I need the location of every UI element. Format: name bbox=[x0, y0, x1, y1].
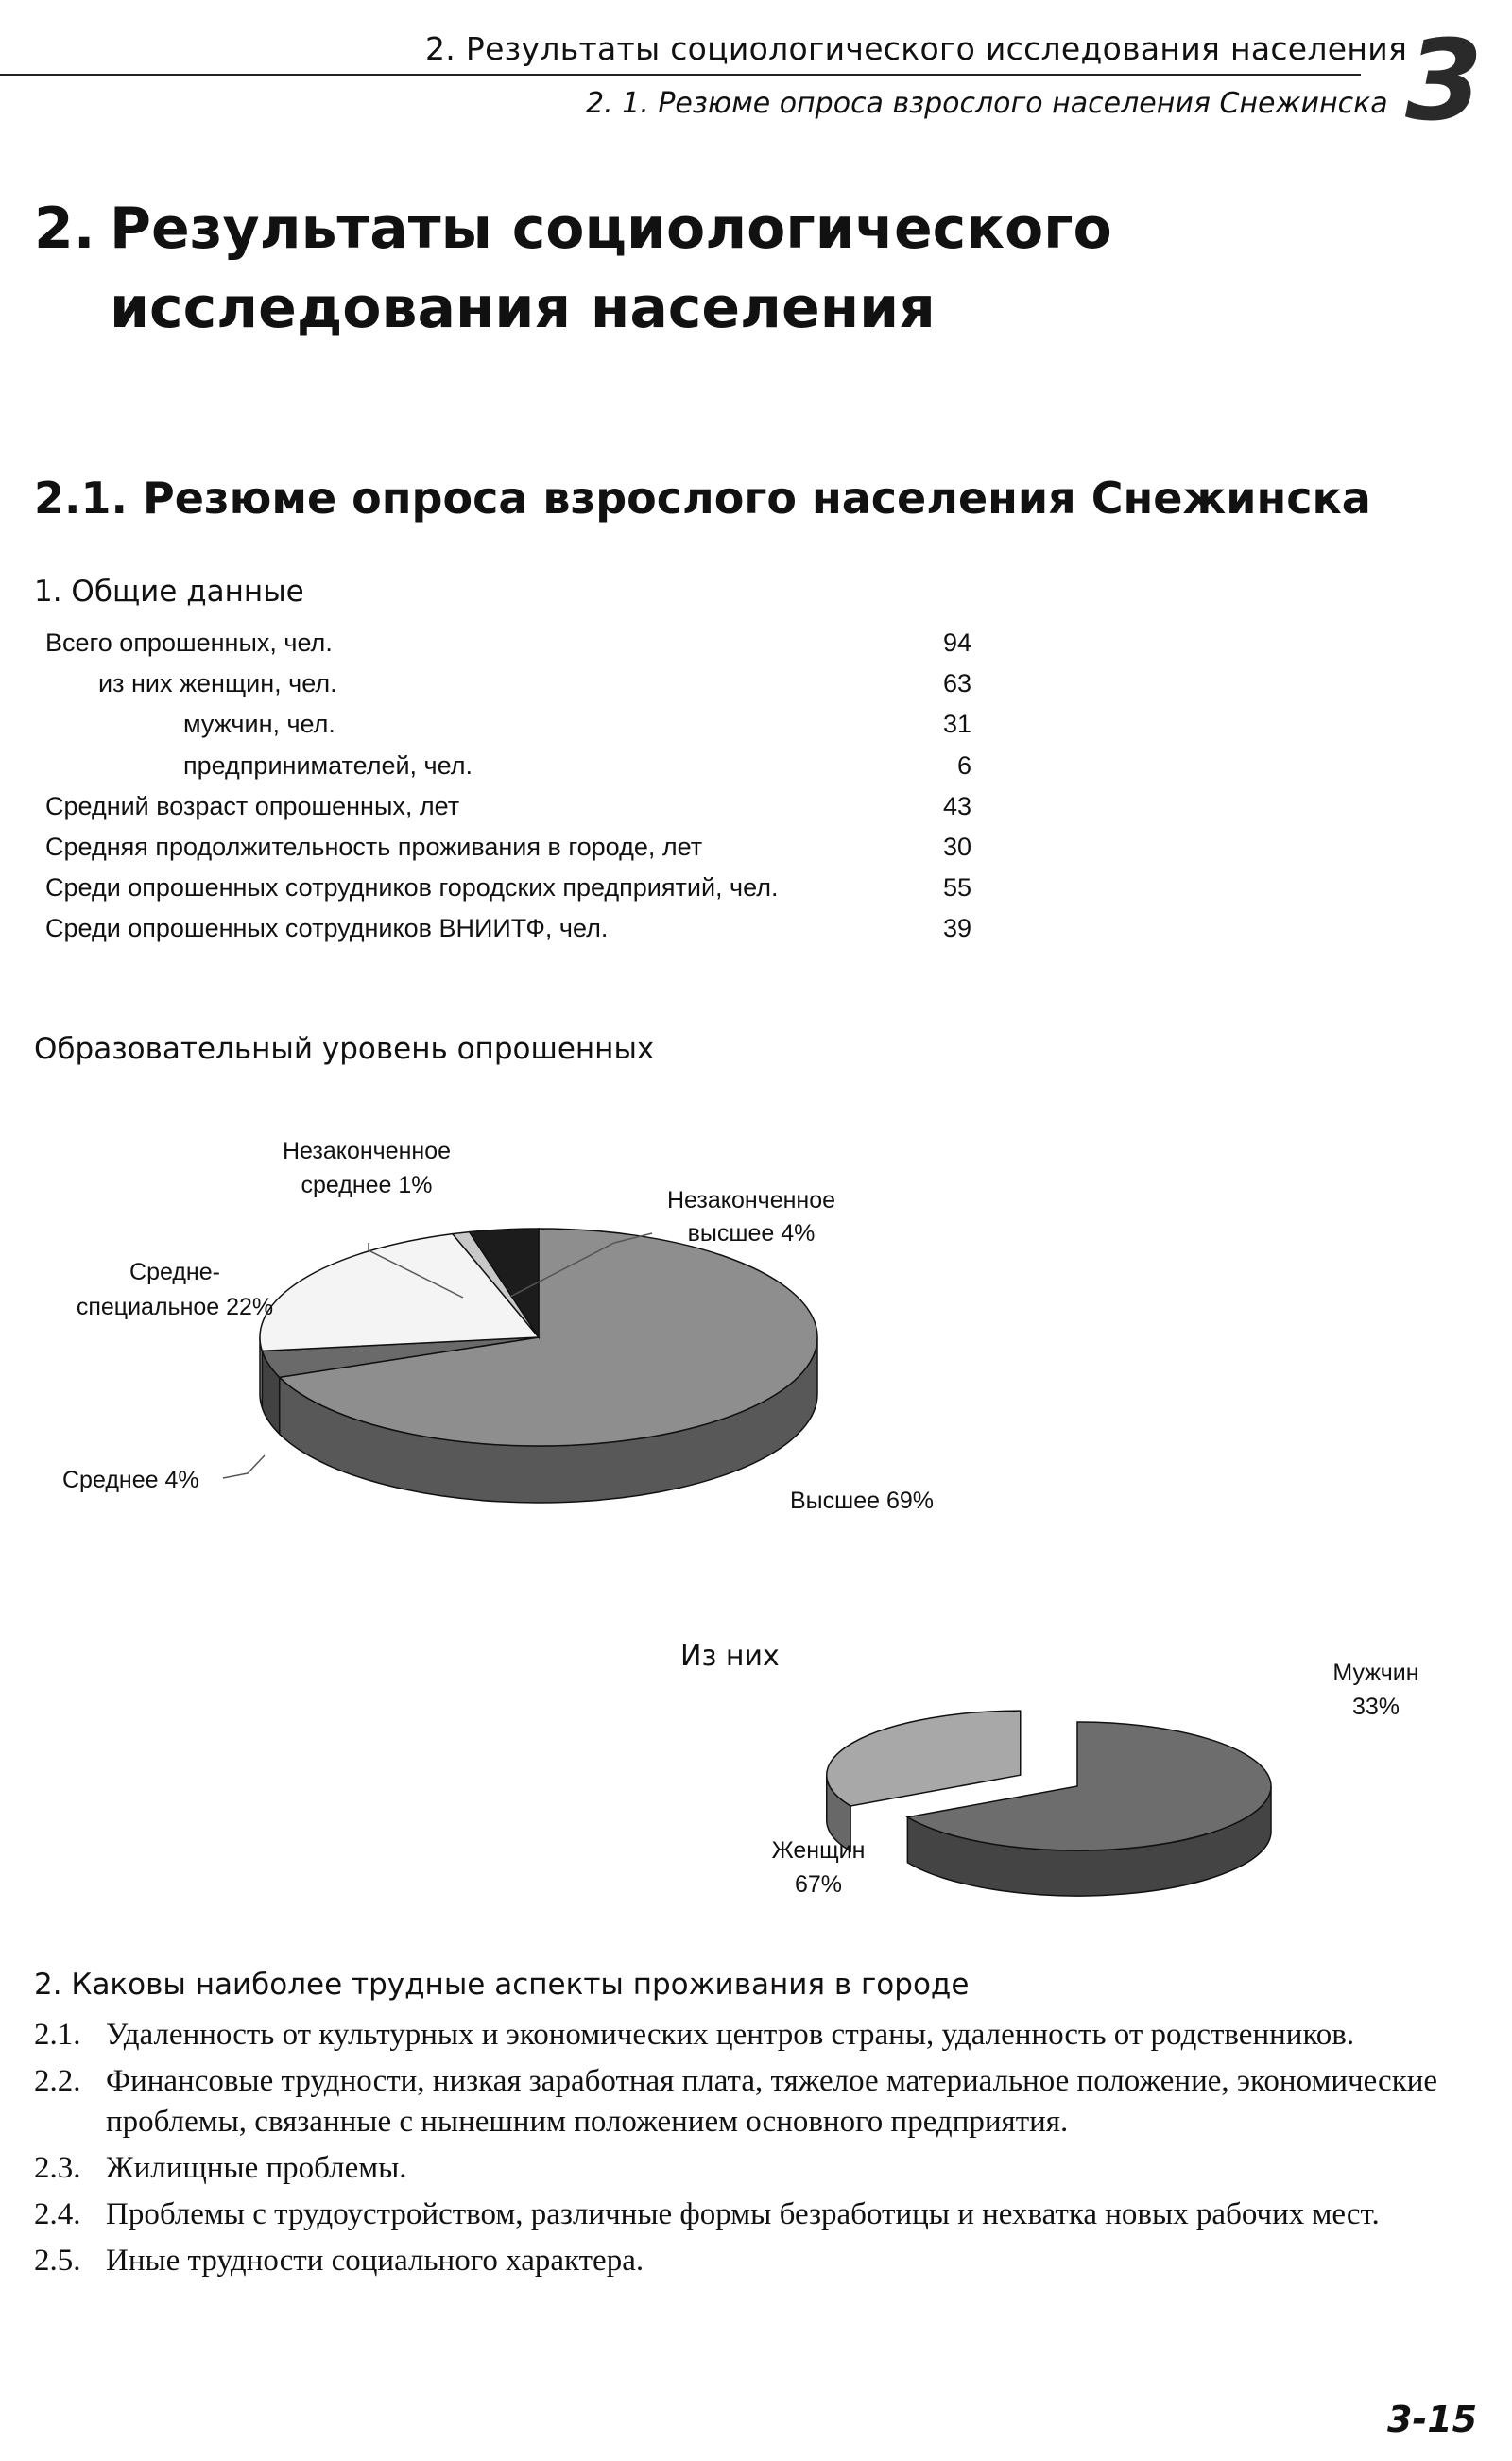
stat-label: Среди опрошенных сотрудников городских предприятий, чел. bbox=[45, 873, 779, 903]
chapter-number: 3 bbox=[1404, 26, 1484, 130]
label-men-1: Мужчин bbox=[1332, 1660, 1419, 1686]
stat-row bbox=[45, 710, 990, 750]
stat-label: Средний возраст опрошенных, лет bbox=[45, 791, 460, 820]
section-subtitle: 2.1. Резюме опроса взрослого населения Снежинска bbox=[34, 473, 1371, 524]
running-header-chapter: 2. Результаты социологического исследования населения bbox=[425, 30, 1408, 67]
leader-line-secondary bbox=[223, 1455, 265, 1478]
list-item-number: 2.3. bbox=[34, 2151, 81, 2185]
title-number: 2. bbox=[34, 196, 95, 262]
stat-row bbox=[45, 792, 990, 833]
label-higher: Высшее 69% bbox=[790, 1488, 934, 1514]
label-incomplete-secondary-2: среднее 1% bbox=[301, 1172, 433, 1198]
list-item-text: Иные трудности социального характера. bbox=[106, 2244, 644, 2278]
list-item bbox=[34, 2148, 1489, 2189]
stat-value: 6 bbox=[956, 750, 971, 780]
stat-row bbox=[45, 669, 990, 710]
label-incomplete-higher-2: высшее 4% bbox=[687, 1220, 816, 1247]
stat-value: 43 bbox=[942, 791, 971, 820]
stat-value: 94 bbox=[942, 628, 971, 657]
list-item-number: 2.5. bbox=[34, 2244, 81, 2278]
list-item-number: 2.4. bbox=[34, 2197, 81, 2231]
stat-label: Всего опрошенных, чел. bbox=[45, 628, 333, 657]
page-number: 3-15 bbox=[1387, 2399, 1478, 2440]
list-item-text: Жилищные проблемы. bbox=[106, 2151, 407, 2185]
list-item-number: 2.1. bbox=[34, 2018, 81, 2052]
general-data-heading: 1. Общие данные bbox=[34, 575, 304, 609]
general-data-table bbox=[45, 628, 990, 955]
difficulties-list bbox=[34, 2015, 1489, 2287]
gender-chart-title: Из них bbox=[680, 1640, 780, 1673]
stat-value: 31 bbox=[942, 710, 971, 739]
stat-label: мужчин, чел. bbox=[183, 710, 335, 739]
list-item bbox=[34, 2194, 1489, 2235]
stat-value: 63 bbox=[942, 669, 971, 698]
stat-label: Среди опрошенных сотрудников ВНИИТФ, чел. bbox=[45, 914, 609, 943]
stat-label: предпринимателей, чел. bbox=[183, 750, 472, 780]
label-women-1: Женщин bbox=[771, 1837, 866, 1864]
stat-label: Средняя продолжительность проживания в городе, лет bbox=[45, 832, 703, 861]
list-item bbox=[34, 2241, 1489, 2281]
list-item-number: 2.2. bbox=[34, 2064, 81, 2098]
title-text: Результаты социологического исследования населения bbox=[110, 196, 1112, 341]
label-vocational-1: Средне- bbox=[129, 1259, 220, 1285]
gender-pie-chart bbox=[662, 1626, 1436, 1928]
stat-value: 55 bbox=[942, 873, 971, 903]
list-item bbox=[34, 2061, 1489, 2143]
label-women-2: 67% bbox=[794, 1871, 843, 1898]
label-men-2: 33% bbox=[1351, 1694, 1400, 1720]
list-item bbox=[34, 2015, 1489, 2056]
stat-value: 39 bbox=[942, 914, 971, 943]
label-vocational-2: специальное 22% bbox=[76, 1294, 274, 1320]
list-item-text: Удаленность от культурных и экономических центров страны, удаленность от родственников. bbox=[106, 2018, 1355, 2052]
list-item-text: Проблемы с трудоустройством, различные формы безработицы и нехватка новых рабочих мест. bbox=[106, 2197, 1380, 2231]
chapter-number-badge bbox=[1399, 26, 1493, 130]
label-secondary: Среднее 4% bbox=[62, 1467, 199, 1493]
label-incomplete-secondary-1: Незаконченное bbox=[282, 1138, 452, 1164]
education-pie-chart bbox=[0, 1115, 1040, 1531]
list-item-text: Финансовые трудности, низкая заработная плата, тяжелое материальное положение, экономические проблемы, связанные с нынешним положением основного предприятия. bbox=[106, 2064, 1438, 2139]
stat-row bbox=[45, 833, 990, 873]
difficulties-heading: 2. Каковы наиболее трудные аспекты проживания в городе bbox=[34, 1968, 970, 2002]
header-rule bbox=[0, 74, 1361, 76]
stat-row bbox=[45, 914, 990, 955]
stat-value: 30 bbox=[942, 832, 971, 861]
stat-row bbox=[45, 628, 990, 669]
stat-row bbox=[45, 873, 990, 914]
gender-slice-1 bbox=[827, 1711, 1021, 1806]
stat-row bbox=[45, 751, 990, 792]
running-header-section: 2. 1. Резюме опроса взрослого населения Снежинска bbox=[586, 87, 1388, 120]
label-incomplete-higher-1: Незаконченное bbox=[666, 1187, 836, 1213]
stat-label: из них женщин, чел. bbox=[98, 669, 337, 698]
education-chart-title: Образовательный уровень опрошенных bbox=[34, 1032, 655, 1066]
